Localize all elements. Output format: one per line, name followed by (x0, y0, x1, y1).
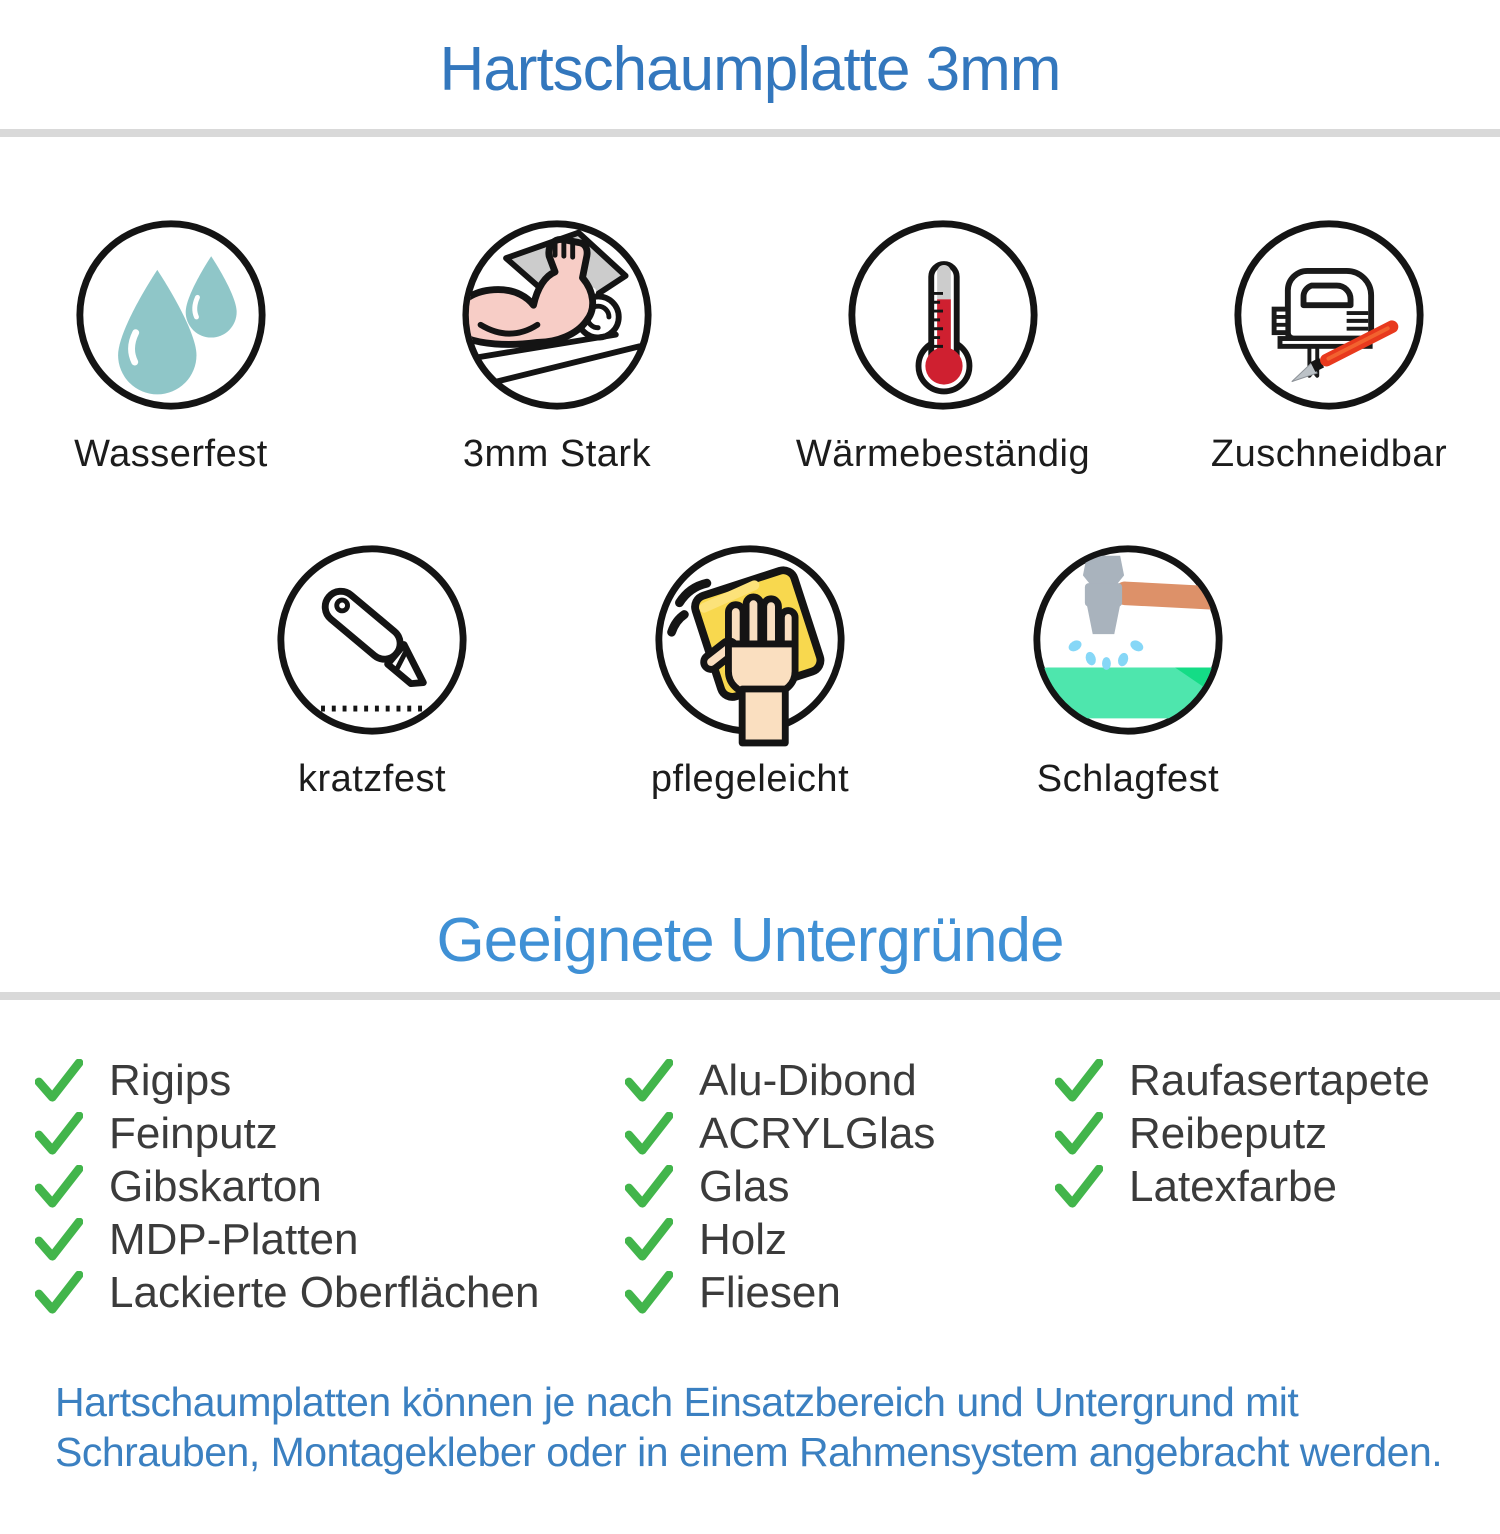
features-row-1 (0, 217, 1500, 476)
utility-knife-icon (274, 542, 470, 738)
checkmark-icon (625, 1112, 673, 1156)
feature-label: 3mm Stark (462, 433, 652, 475)
feature-zuschneidbar (1210, 217, 1448, 476)
checkmark-icon (35, 1165, 83, 1209)
feature-waermebestaendig (795, 217, 1091, 476)
checkmark-icon (625, 1059, 673, 1103)
page-title: Hartschaumplatte 3mm (439, 35, 1061, 104)
checklist-column-1 (35, 1054, 625, 1319)
checkmark-icon (35, 1059, 83, 1103)
checklist-column-3 (1055, 1054, 1430, 1213)
checkmark-icon (1055, 1112, 1103, 1156)
mounting-note-line1: Hartschaumplatten können je nach Einsatzbereich und Untergrund mit (55, 1379, 1299, 1425)
mounting-note-line2: Schrauben, Montagekleber oder in einem Rahmensystem angebracht werden. (55, 1429, 1443, 1475)
feature-pflegeleicht (652, 542, 848, 801)
wiping-hand-icon (652, 542, 848, 738)
feature-label: kratzfest (297, 758, 447, 800)
checkmark-icon (35, 1271, 83, 1315)
checkmark-icon (625, 1271, 673, 1315)
feature-label: Zuschneidbar (1210, 433, 1448, 475)
feature-schlagfest (1030, 542, 1226, 801)
checkmark-icon (625, 1165, 673, 1209)
feature-label: Wasserfest (74, 433, 268, 475)
checklist-item: Fliesen (625, 1266, 1055, 1319)
feature-wasserfest (73, 217, 269, 476)
checklist-item: Raufasertapete (1055, 1054, 1430, 1107)
checklist-item: Glas (625, 1160, 1055, 1213)
feature-3mm-stark (459, 217, 655, 476)
checklist-item: Reibeputz (1055, 1107, 1430, 1160)
checkmark-icon (1055, 1059, 1103, 1103)
checkmark-icon (1055, 1165, 1103, 1209)
checklist-item: Feinputz (35, 1107, 625, 1160)
checklist-item: Holz (625, 1213, 1055, 1266)
checklist-item: Gibskarton (35, 1160, 625, 1213)
checklist-item: Alu-Dibond (625, 1054, 1055, 1107)
thermometer-icon (845, 217, 1041, 413)
infographic-page (0, 34, 1500, 1534)
muscle-arm-icon (459, 217, 655, 413)
hammer-icon (1030, 542, 1226, 738)
water-drops-icon (73, 217, 269, 413)
checklist-item: Lackierte Oberflächen (35, 1266, 625, 1319)
divider-top (0, 129, 1500, 137)
checklist-column-2 (625, 1054, 1055, 1319)
checkmark-icon (35, 1112, 83, 1156)
feature-label: Wärmebeständig (795, 433, 1091, 475)
checklist-item: ACRYLGlas (625, 1107, 1055, 1160)
mounting-note (0, 1377, 1500, 1477)
jigsaw-cutter-icon (1231, 217, 1427, 413)
checkmark-icon (625, 1218, 673, 1262)
feature-label: Schlagfest (1036, 758, 1220, 800)
divider-section (0, 992, 1500, 1000)
feature-label: pflegeleicht (650, 758, 850, 800)
features-row-2 (0, 542, 1500, 801)
feature-kratzfest (274, 542, 470, 801)
checklist-item: Latexfarbe (1055, 1160, 1430, 1213)
checkmark-icon (35, 1218, 83, 1262)
section-title: Geeignete Untergründe (436, 906, 1064, 975)
checklist (0, 1054, 1500, 1319)
checklist-item: MDP-Platten (35, 1213, 625, 1266)
checklist-item: Rigips (35, 1054, 625, 1107)
